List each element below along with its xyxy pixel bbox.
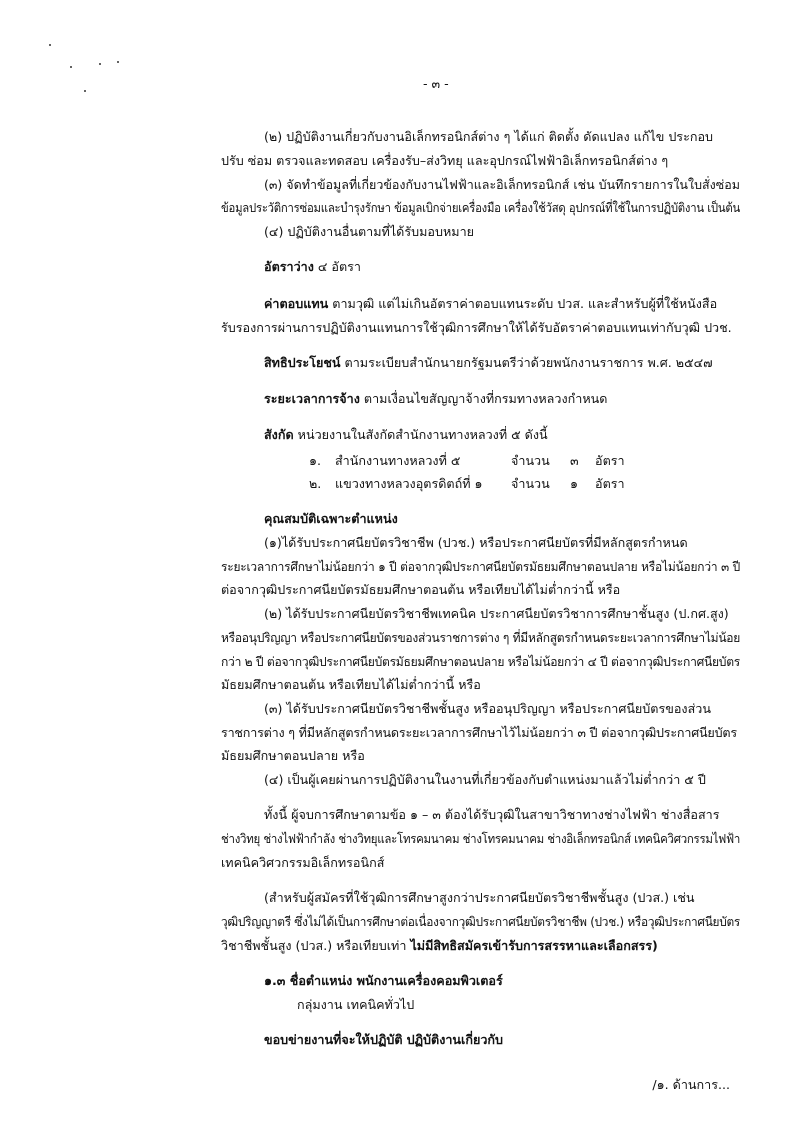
remark-emphasis: ไม่มีสิทธิสมัครเข้ารับการสรรหาและเลือกสรร) [410,938,658,953]
benefits-line [264,353,713,372]
scope-line [264,1030,503,1049]
affiliation-label: สังกัด [264,427,294,442]
position-group: กลุ่มงาน เทคนิคทั่วไป [297,997,415,1012]
qualification-line: (๒) ได้รับประกาศนียบัตรวิชาชีพเทคนิค ประกาศนียบัตรวิชาการศึกษาชั้นสูง (ป.กศ.สูง) [264,606,729,621]
unit-number: ๑. [309,453,321,468]
affiliation-text: หน่วยงานในสังกัดสำนักงานทางหลวงที่ ๕ ดังนี้ [297,427,548,442]
vacancy-label: อัตราว่าง [264,259,314,274]
scan-speck [117,61,119,63]
affiliation-line [264,425,548,444]
scan-speck [70,66,72,68]
employment-period-text: ตามเงื่อนไขสัญญาจ้างที่กรมทางหลวงกำหนด [363,391,608,406]
qualification-line: (๓) ได้รับประกาศนียบัตรวิชาชีพชั้นสูง หรืออนุปริญญา หรือประกาศนียบัตรของส่วน [264,701,711,716]
compensation-label: ค่าตอบแทน [264,296,329,311]
fields-note-line: ทั้งนี้ ผู้จบการศึกษาตามข้อ ๑ – ๓ ต้องได้รับวุฒิในสาขาวิชาทางช่างไฟฟ้า ช่างสื่อสาร [264,807,720,822]
qualification-line: (๔) เป็นผู้เคยผ่านการปฏิบัติงานในงานที่เกี่ยวข้องกับตำแหน่งมาแล้วไม่ต่ำกว่า ๕ ปี [264,772,706,787]
fields-note-line: ช่างวิทยุ ช่างไฟฟ้ากำลัง ช่างวิทยุและโทรคมนาคม ช่างโทรคมนาคม ช่างอิเล็กทรอนิกส์ เทคนิควิศวกรรมไฟฟ้า [221,831,741,846]
remark-text: วิชาชีพชั้นสูง (ปวส.) หรือเทียบเท่า [221,938,407,953]
compensation-text: ตามวุฒิ แต่ไม่เกินอัตราค่าตอบแทนระดับ ปวส. และสำหรับผู้ที่ใช้หนังสือ [332,296,718,311]
compensation-line-2: รับรองการผ่านการปฏิบัติงานแทนการใช้วุฒิการศึกษาให้ได้รับอัตราค่าตอบแทนเท่ากับวุฒิ ปวช. [221,320,732,335]
benefits-text: ตามระเบียบสำนักนายกรัฐมนตรีว่าด้วยพนักงานราชการ พ.ศ. ๒๕๔๗ [344,355,713,370]
scope-text: ปฏิบัติงานเกี่ยวกับ [406,1032,504,1047]
continuation-marker: /๑. ด้านการ... [652,1077,730,1092]
compensation-line [264,294,717,313]
scan-speck [49,44,51,46]
qualifications-heading: คุณสมบัติเฉพาะตำแหน่ง [264,511,398,526]
vacancy-value: ๔ อัตรา [317,259,362,274]
benefits-label: สิทธิประโยชน์ [264,355,341,370]
remark-line: วุฒิปริญญาตรี ซึ่งไม่ได้เป็นการศึกษาต่อเนื่องจากวุฒิประกาศนียบัตรวิชาชีพ (ปวช.) หรือวุฒิประกาศนียบัตร [221,914,741,929]
unit-unit: อัตรา [595,476,625,491]
duty-line: ปรับ ซ่อม ตรวจและทดสอบ เครื่องรับ–ส่งวิทยุ และอุปกรณ์ไฟฟ้าอิเล็กทรอนิกส์ต่าง ๆ [221,153,669,168]
scope-label: ขอบข่ายงานที่จะให้ปฏิบัติ [264,1032,403,1047]
qualification-line: ต่อจากวุฒิประกาศนียบัตรมัธยมศึกษาตอนต้น หรือเทียบได้ไม่ต่ำกว่านี้ หรือ [221,582,621,597]
employment-period-label: ระยะเวลาการจ้าง [264,391,360,406]
employment-period-line [264,389,607,408]
duty-line: (๓) จัดทำข้อมูลที่เกี่ยวข้องกับงานไฟฟ้าและอิเล็กทรอนิกส์ เช่น บันทึกรายการในใบสั่งซ่อม [264,177,740,192]
unit-name: แขวงทางหลวงอุตรดิตถ์ที่ ๑ [335,476,483,491]
remark-line: (สำหรับผู้สมัครที่ใช้วุฒิการศึกษาสูงกว่าประกาศนียบัตรวิชาชีพชั้นสูง (ปวส.) เช่น [264,890,695,905]
unit-amount: ๑ [570,476,578,491]
duty-line: ข้อมูลประวัติการซ่อมและบำรุงรักษา ข้อมูลเบิกจ่ายเครื่องมือ เครื่องใช้วัสดุ อุปกรณ์ที่ใช้ในการปฏิบัติงาน เป็นต้น [221,200,740,215]
unit-amount-label: จำนวน [511,453,550,468]
page-number: - ๓ - [423,76,449,91]
duty-line: (๔) ปฏิบัติงานอื่นตามที่ได้รับมอบหมาย [264,224,475,239]
qualification-line: มัธยมศึกษาตอนต้น หรือเทียบได้ไม่ต่ำกว่านี้ หรือ [221,677,481,692]
qualification-line: ราชการต่าง ๆ ที่มีหลักสูตรกำหนดระยะเวลาการศึกษาไว้ไม่น้อยกว่า ๓ ปี ต่อจากวุฒิประกาศนียบัตร [221,725,737,740]
qualification-line: หรืออนุปริญญา หรือประกาศนียบัตรของส่วนราชการต่าง ๆ ที่มีหลักสูตรกำหนดระยะเวลาการศึกษาไม่น้อย [221,630,741,645]
qualification-line: กว่า ๒ ปี ต่อจากวุฒิประกาศนียบัตรมัธยมศึกษาตอนปลาย หรือไม่น้อยกว่า ๔ ปี ต่อจากวุฒิประกาศนียบัตร [221,654,741,669]
scan-speck [99,63,101,65]
unit-amount: ๓ [570,453,579,468]
scan-speck [84,90,86,92]
qualification-line: มัธยมศึกษาตอนปลาย หรือ [221,748,365,763]
unit-unit: อัตรา [595,453,625,468]
qualification-line: ระยะเวลาการศึกษาไม่น้อยกว่า ๑ ปี ต่อจากวุฒิประกาศนียบัตรมัธยมศึกษาตอนปลาย หรือไม่น้อยกว่า ๓ ปี [221,559,741,574]
duty-line: (๒) ปฏิบัติงานเกี่ยวกับงานอิเล็กทรอนิกส์ต่าง ๆ ได้แก่ ติดตั้ง ดัดแปลง แก้ไข ประกอบ [264,129,714,144]
remark-line [221,936,658,955]
unit-name: สำนักงานทางหลวงที่ ๕ [335,453,461,468]
unit-number: ๒. [309,476,322,491]
fields-note-line: เทคนิควิศวกรรมอิเล็กทรอนิกส์ [221,855,385,870]
qualification-line: (๑)ได้รับประกาศนียบัตรวิชาชีพ (ปวช.) หรือประกาศนียบัตรที่มีหลักสูตรกำหนด [264,535,688,550]
vacancy-line [264,257,361,276]
position-heading: ๑.๓ ชื่อตำแหน่ง พนักงานเครื่องคอมพิวเตอร์ [264,973,503,988]
unit-amount-label: จำนวน [511,476,550,491]
